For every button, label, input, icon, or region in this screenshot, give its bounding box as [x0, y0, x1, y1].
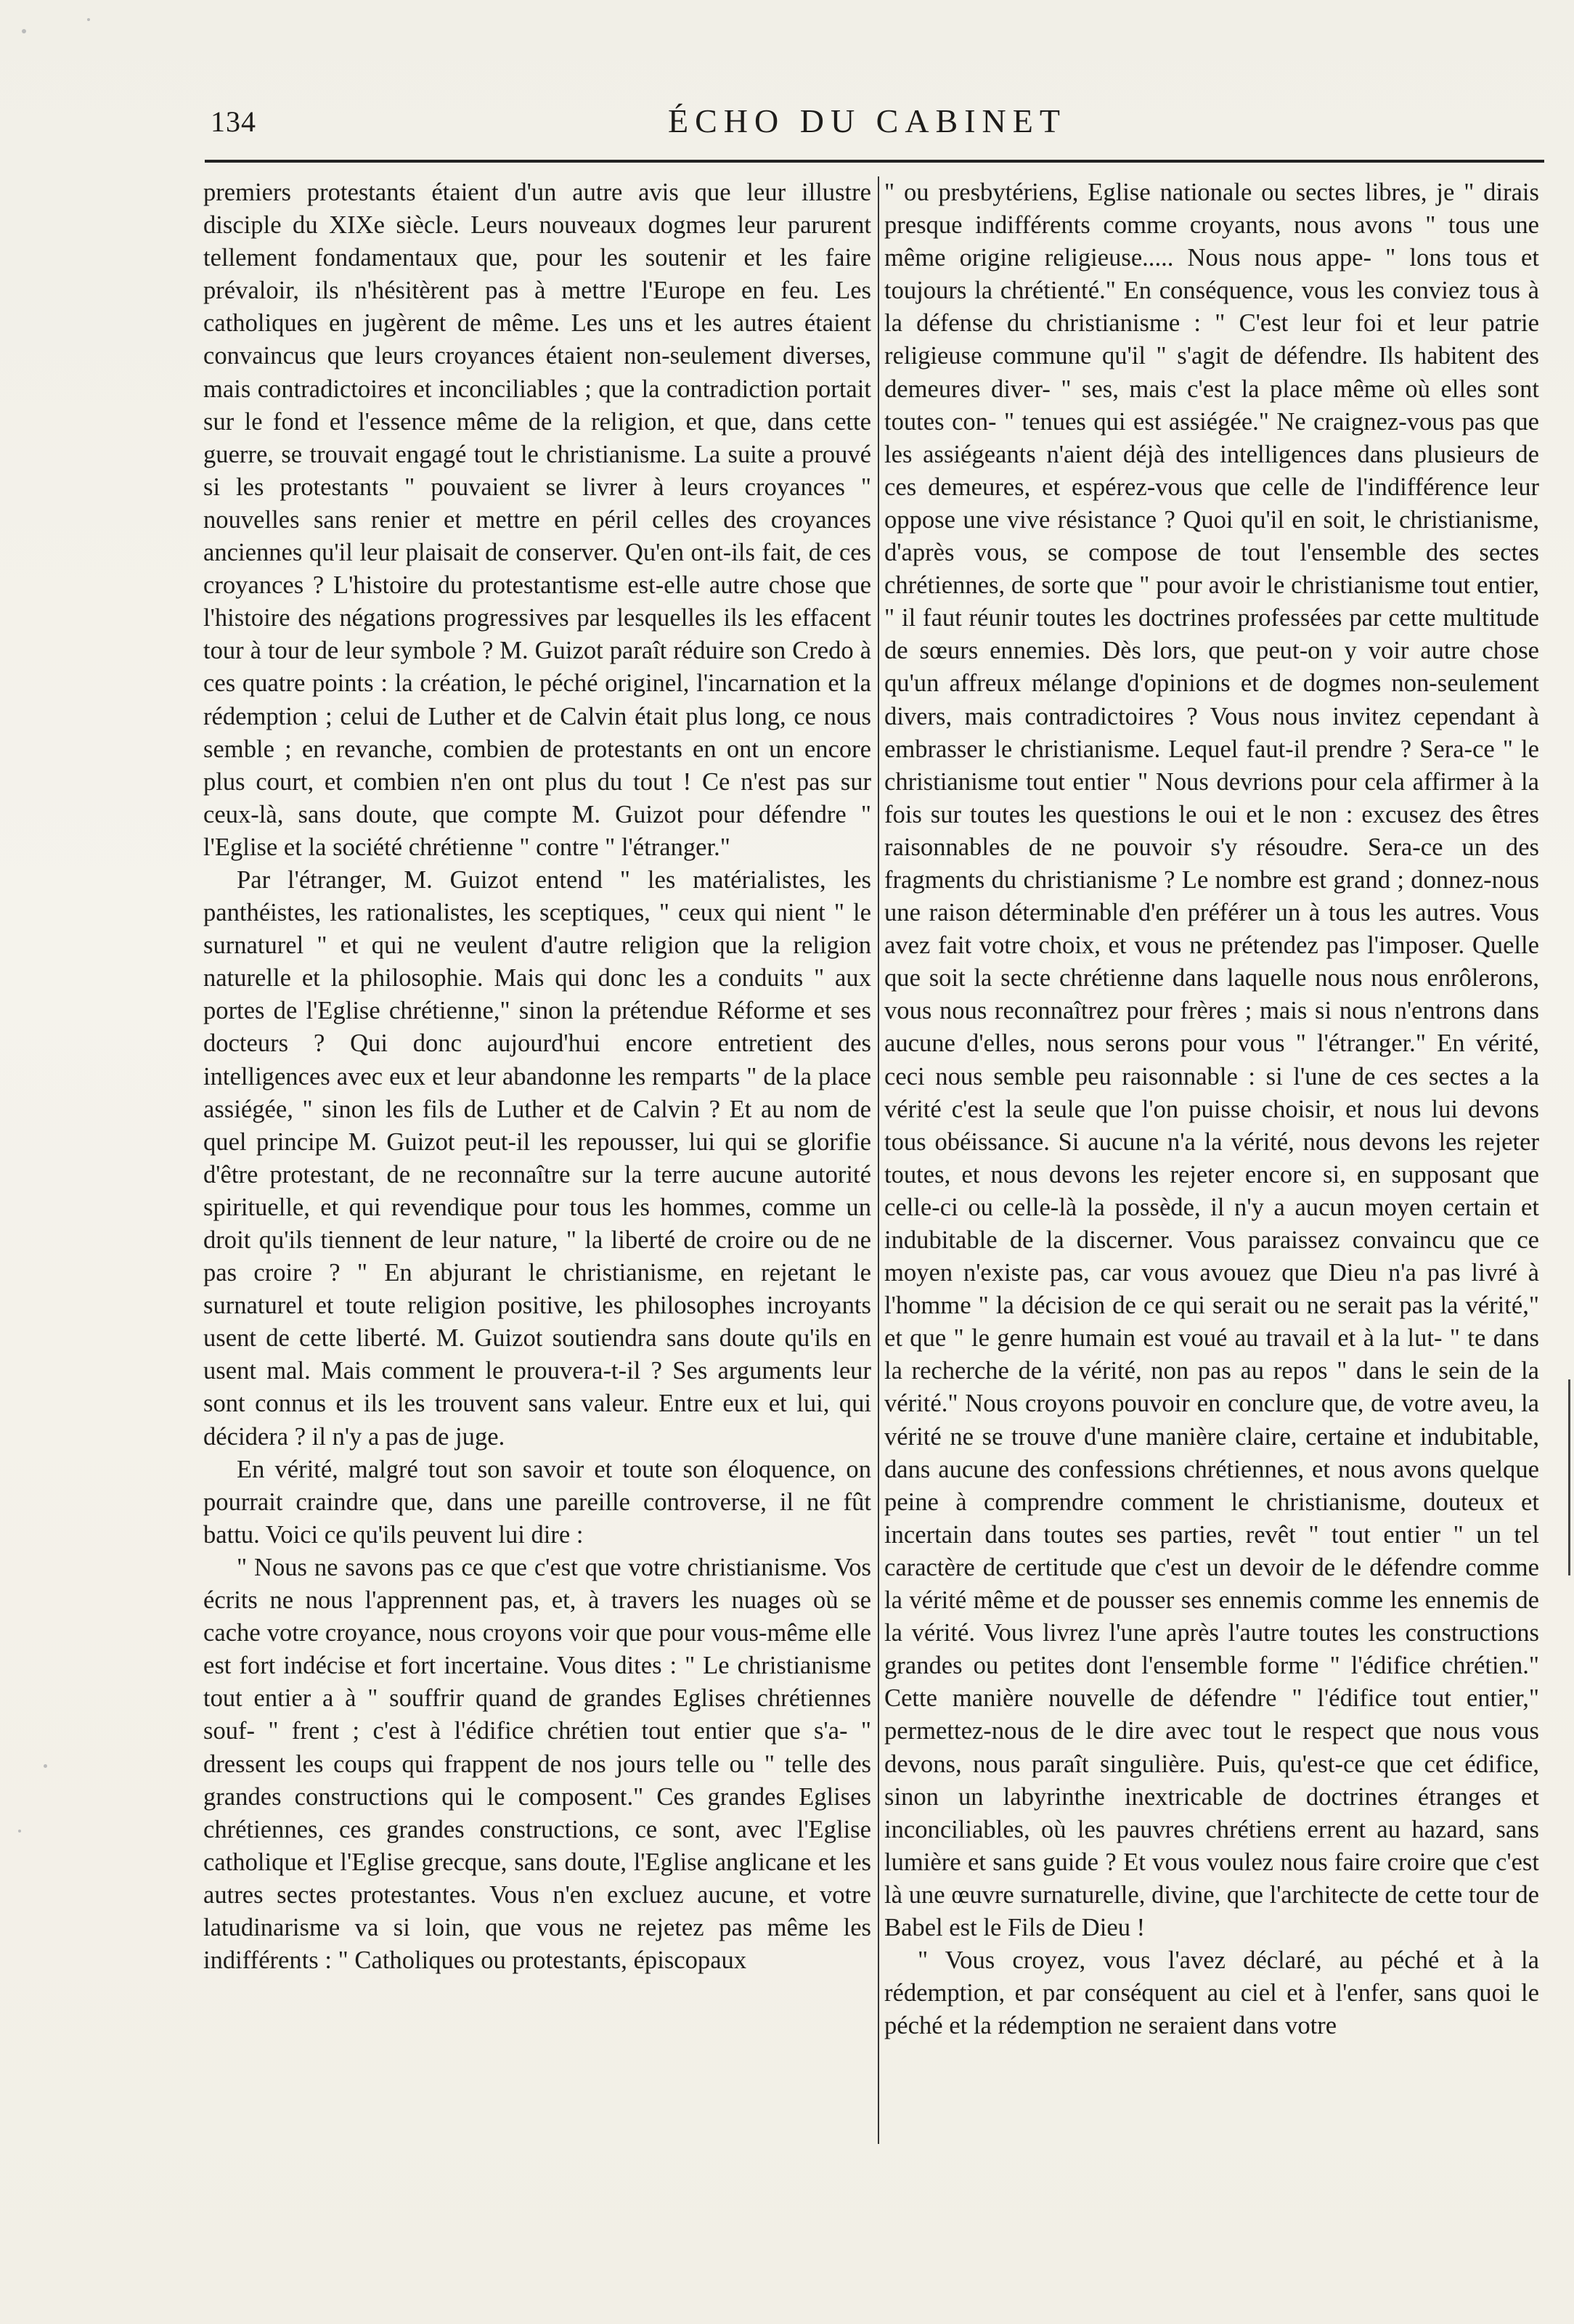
paragraph: " Nous ne savons pas ce que c'est que votre christianisme. Vos écrits ne nous l'apprennent pas, et, à travers les nuages où se cache votre croyance, nous croyons voir que pour vous-même elle est fort indécise et fort incertaine. Vous dites : " Le christianisme tout entier a à " souffrir quand de grandes Eglises chrétiennes souf- " frent ; c'est à l'édifice chrétien tout entier que s'a- " dressent les coups qui frappent de nos jours telle ou " telle des grandes constructions qui le composent." Ces grandes Eglises chrétiennes, ces grandes constructions, ce sont, avec l'Eglise catholique et l'Eglise grecque, sans doute, l'Eglise anglicane et les autres sectes protestantes. Vous n'en excluez aucune, et votre latudinarisme va si loin, que vous ne rejetez pas même les indifférents : " Catholiques ou protestants, épiscopaux — [203, 1553, 871, 1975]
paragraph: " Vous croyez, vous l'avez déclaré, au péché et à la rédemption, et par conséquent au ciel et à l'enfer, sans quoi le péché et la rédemption ne seraient dans votre — [884, 1946, 1539, 2040]
paragraph: " ou presbytériens, Eglise nationale ou sectes libres, je " dirais presque indifférents comme croyants, nous avons " tous une même origine religieuse..... Nous nous appe- " lons tous et toujours la chrétienté." En conséquence, vous les conviez tous à la défense du christianisme : " C'est leur foi et leur patrie religieuse commune qu'il " s'agit de défendre. Ils habitent des demeures diver- " ses, mais c'est la place même où elles sont toutes con- " tenues qui est assiégée." Ne craignez-vous pas que les assiégeants n'aient déjà des intelligences dans plusieurs de ces demeures, et espérez-vous que celle de l'indifférence leur oppose une vive résistance ? Quoi qu'il en soit, le christianisme, d'après vous, se compose de tout l'ensemble des sectes chrétiennes, de sorte que " pour avoir le christianisme tout entier, " il faut réunir toutes les doctrines professées par cette multitude de sœurs ennemies. Dès lors, que peut-on y voir autre chose qu'un affreux mélange d'opinions et de dogmes non-seulement divers, mais contradictoires ? Vous nous invitez cependant à embrasser le christianisme. Lequel faut-il prendre ? Sera-ce " le christianisme tout entier " Nous devrions pour cela affirmer à la fois sur toutes les questions le oui et le non : excusez des êtres raisonnables de ne pouvoir s'y résoudre. Sera-ce un des fragments du christianisme ? Le nombre est grand ; donnez-nous une raison déterminable d'en préférer un à tous les autres. Vous avez fait votre choix, et vous ne prétendez pas l'imposer. Quelle que soit la secte chrétienne dans laquelle nous nous enrôlerons, vous nous reconnaîtrez pour frères ; mais si nous n'entrons dans aucune d'elles, nous serons pour vous " l'étranger." En vérité, ceci nous semble peu raisonnable : si l'une de ces sectes a la vérité c'est la seule que l'on puisse choisir, et nous lui devons tous obéissance. Si aucune n'a la vérité, nous devons les rejeter toutes, et nous devons les rejeter encore si, en supposant que celle-ci ou celle-là la possède, il n'y a aucun moyen certain et indubitable de la discerner. Vous paraissez convaincu que ce moyen n'existe pas, car vous avouez que Dieu n'a pas livré à l'homme " la décision de ce qui serait ou ne serait pas la vérité," et que " le genre humain est voué au travail et à la lut- " te dans la recherche de la vérité, non pas au repos " dans le sein de la vérité." Nous croyons pouvoir en conclure que, de votre aveu, la vérité ne se trouve d'une manière claire, certaine et indubitable, dans aucune des confessions chrétiennes, et nous avons quelque peine à comprendre comment le christianisme, douteux et incertain dans toutes ses parties, revêt " tout entier " un tel caractère de certitude que c'est un devoir de le défendre comme la vérité même et de pousser ses ennemis comme les ennemis de la vérité. Vous livrez l'une après l'autre toutes les constructions grandes ou petites dont l'ensemble forme " l'édifice chrétien." Cette manière nouvelle de défendre " l'édifice tout entier," permettez-nous de le dire avec tout le respect que nous vous devons, nous paraît singulière. Puis, qu'est-ce que cet édifice, sinon un labyrinthe inextricable de doctrines étranges et inconciliables, où les pauvres chrétiens errent au hazard, sans lumière et sans guide ? Et vous voulez nous faire croire que c'est là une œuvre surnaturelle, divine, que l'architecte de cette tour de Babel est le Fils de Dieu ! — [884, 179, 1539, 1941]
column-divider — [878, 176, 879, 2144]
paragraph: premiers protestants étaient d'un autre avis que leur illustre disciple du XIXe siècle. Leurs nouveaux dogmes leur parurent tellement fondamentaux que, pour les soutenir et les faire prévaloir, ils n'hésitèrent pas à mettre l'Europe en feu. Les catholiques en jugèrent de même. Les uns et les autres étaient convaincus que leurs croyances étaient non-seulement diverses, mais contradictoires et inconciliables ; que la contradiction portait sur le fond et l'essence même de la religion, et que, dans cette guerre, se trouvait engagé tout le christianisme. La suite a prouvé si les protestants " pouvaient se livrer à leurs croyances " nouvelles sans renier et mettre en péril celles des croyances anciennes qu'il leur plaisait de conserver. Qu'en ont-ils fait, de ces croyances ? L'histoire du protestantisme est-elle autre chose que l'histoire des négations progressives par lesquelles ils les effacent tour à tour de leur symbole ? M. Guizot paraît réduire son Credo à ces quatre points : la création, le péché originel, l'incarnation et la rédemption ; celui de Luther et de Calvin était plus long, ce nous semble ; en revanche, combien de protestants en ont un encore plus court, et combien n'en ont plus du tout ! Ce n'est pas sur ceux-là, sans doute, que compte M. Guizot pour défendre " l'Eglise et la société chrétienne " contre " l'étranger." — [203, 179, 871, 861]
left-column — [203, 176, 871, 1977]
header-rule — [205, 160, 1544, 163]
running-title: ÉCHO DU CABINET — [668, 102, 1067, 139]
paragraph: En vérité, malgré tout son savoir et toute son éloquence, on pourrait craindre que, dans une pareille controverse, il ne fût battu. Voici ce qu'ils peuvent lui dire : — [203, 1455, 871, 1549]
page-header — [211, 102, 1546, 152]
margin-rule — [1568, 1379, 1570, 1575]
paragraph: Par l'étranger, M. Guizot entend " les matérialistes, les panthéistes, les rationalistes, les sceptiques, " ceux qui nient " le surnaturel " et qui ne veulent d'autre religion que la religion naturelle et la philosophie. Mais qui donc les a conduits " aux portes de l'Eglise chrétienne," sinon la prétendue Réforme et ses docteurs ? Qui donc aujourd'hui encore entretient des intelligences avec eux et leur abandonne les remparts " de la place assiégée, " sinon les fils de Luther et de Calvin ? Et au nom de quel principe M. Guizot peut-il les repousser, lui qui se glorifie d'être protestant, de ne reconnaître sur la terre aucune autorité spirituelle, et qui revendique pour tous les hommes, comme un droit qu'ils tiennent de leur nature, " la liberté de croire ou de ne pas croire ? " En abjurant le christianisme, en rejetant le surnaturel et toute religion positive, les philosophes incroyants usent de cette liberté. M. Guizot soutiendra sans doute qu'ils en usent mal. Mais comment le prouvera-t-il ? Ses arguments leur sont connus et ils les trouvent sans valeur. Entre eux et lui, qui décidera ? il n'y a pas de juge. — [203, 865, 871, 1451]
right-column — [884, 176, 1539, 2042]
page-number: 134 — [211, 105, 256, 138]
